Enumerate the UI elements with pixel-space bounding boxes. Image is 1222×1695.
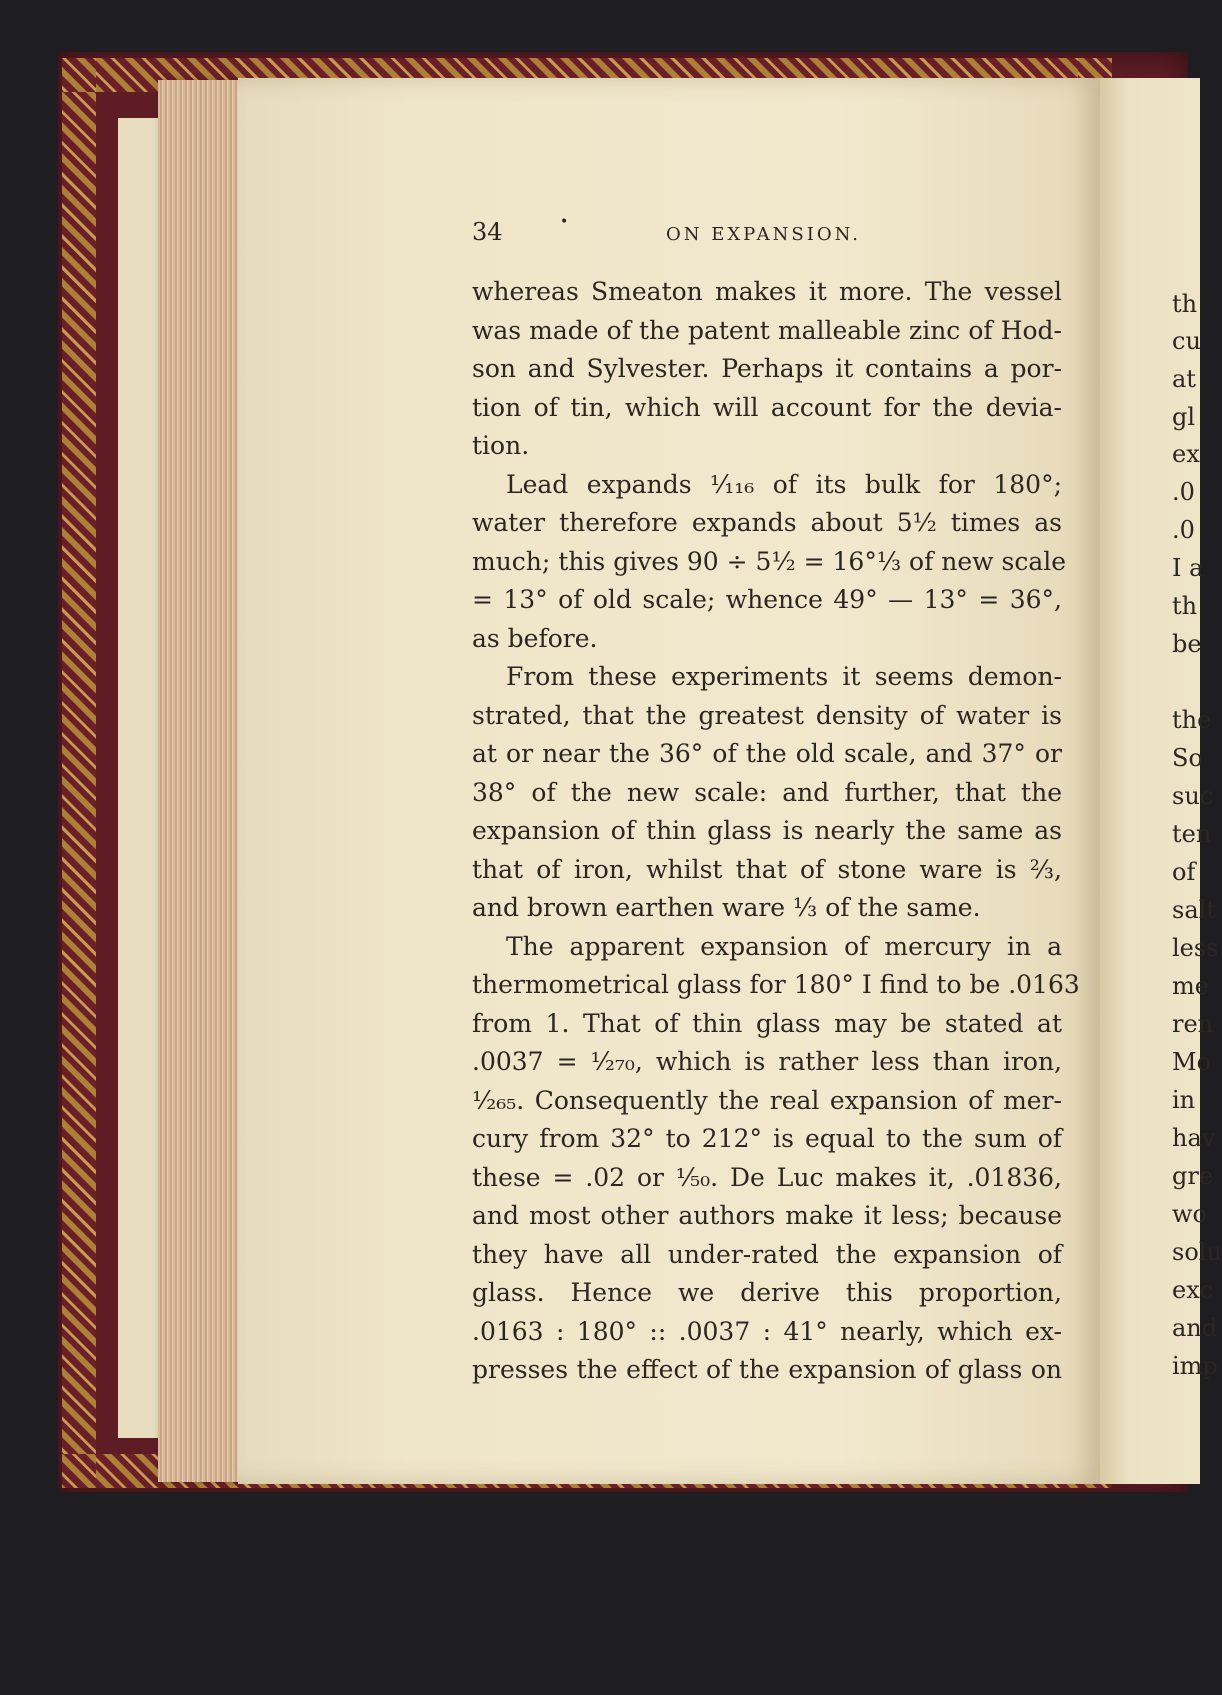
facing-page-fragment: .0 <box>1172 516 1195 544</box>
facing-page-fragment: solu <box>1172 1238 1222 1266</box>
running-head: ON EXPANSION. <box>666 224 861 245</box>
facing-page-fragment: exc <box>1172 1276 1214 1304</box>
text-line: they have all under-rated the expansion of <box>472 1239 1062 1269</box>
facing-page-fragment: cu <box>1172 327 1201 355</box>
text-line: son and Sylvester. Perhaps it contains a por- <box>472 354 1062 383</box>
text-line: as before. <box>472 623 598 653</box>
facing-page-fragment: less <box>1172 934 1219 962</box>
text-line: that of iron, whilst that of stone ware is ⅔, <box>472 854 1062 884</box>
facing-page-fragment: suc <box>1172 782 1214 810</box>
facing-page-fragment: and <box>1172 1314 1218 1342</box>
facing-page-fragment: gl <box>1172 403 1196 431</box>
facing-page-fragment: So <box>1172 744 1203 772</box>
text-line: The apparent expansion of mercury in a <box>506 931 1062 961</box>
facing-page-fragment: salt <box>1172 896 1216 924</box>
facing-page-fragment: in <box>1172 1086 1196 1114</box>
text-line: .0163 : 180° :: .0037 : 41° nearly, which ex- <box>472 1316 1062 1346</box>
facing-page-fragment: th <box>1172 290 1198 318</box>
text-line: 38° of the new scale: and further, that the <box>472 777 1062 807</box>
text-line: presses the effect of the expansion of glass on <box>472 1355 1062 1384</box>
text-line: From these experiments it seems demon- <box>506 662 1062 691</box>
facing-page-fragment: imp <box>1172 1352 1218 1380</box>
facing-page-fragment: .0 <box>1172 478 1195 506</box>
facing-page-fragment: gre <box>1172 1162 1214 1190</box>
facing-page-fragment: be <box>1172 630 1202 658</box>
facing-page-fragment: of <box>1172 858 1196 886</box>
text-line: thermometrical glass for 180° I find to be .0163 <box>472 970 1080 999</box>
facing-page <box>1100 78 1200 1484</box>
text-line: .0037 = ¹⁄₂₇₀, which is rather less than iron, <box>472 1047 1062 1076</box>
facing-page-fragment: me <box>1172 972 1209 1000</box>
text-line: and most other authors make it less; because <box>472 1201 1062 1230</box>
text-line: at or near the 36° of the old scale, and 37° or <box>472 739 1062 768</box>
facing-page-fragment: at <box>1172 365 1196 393</box>
page-number: 34 <box>472 218 503 246</box>
text-line: much; this gives 90 ÷ 5½ = 16°⅓ of new scale <box>472 546 1067 576</box>
text-line: ¹⁄₂₆₅. Consequently the real expansion of mer- <box>472 1085 1062 1115</box>
page-edges <box>158 80 238 1482</box>
facing-page-fragment: Mo <box>1172 1048 1212 1076</box>
text-line: strated, that the greatest density of water is <box>472 700 1062 730</box>
text-line: = 13° of old scale; whence 49° — 13° = 36°, <box>472 585 1062 614</box>
facing-page-fragment: ten <box>1172 820 1212 848</box>
text-line: was made of the patent malleable zinc of Hod- <box>472 315 1062 345</box>
text-line: cury from 32° to 212° is equal to the sum of <box>472 1124 1062 1153</box>
star-mark: • <box>560 214 569 230</box>
facing-page-fragment: the <box>1172 706 1212 734</box>
facing-page-fragment: ren <box>1172 1010 1214 1038</box>
facing-page-fragment: th <box>1172 592 1198 620</box>
text-line: expansion of thin glass is nearly the same as <box>472 816 1062 845</box>
body-text <box>472 273 1080 1390</box>
text-line: water therefore expands about 5½ times as <box>472 508 1062 537</box>
text-line: tion. <box>472 431 530 460</box>
text-line: and brown earthen ware ⅓ of the same. <box>472 893 981 922</box>
text-line: tion of tin, which will account for the devia- <box>472 392 1062 422</box>
text-line: glass. Hence we derive this proportion, <box>472 1278 1062 1307</box>
facing-page-fragment: I a <box>1172 554 1204 582</box>
text-line: these = .02 or ¹⁄₅₀. De Luc makes it, .01836, <box>472 1162 1062 1192</box>
facing-page-fragment: ex <box>1172 440 1200 468</box>
text-line: whereas Smeaton makes it more. The vessel <box>472 277 1062 306</box>
text-line: Lead expands ¹⁄₁₁₆ of its bulk for 180°; <box>506 469 1062 499</box>
text-line: from 1. That of thin glass may be stated at <box>472 1008 1062 1038</box>
page-header <box>472 214 1062 258</box>
facing-page-fragment: wo <box>1172 1200 1207 1228</box>
facing-page-fragment: hav <box>1172 1124 1216 1152</box>
